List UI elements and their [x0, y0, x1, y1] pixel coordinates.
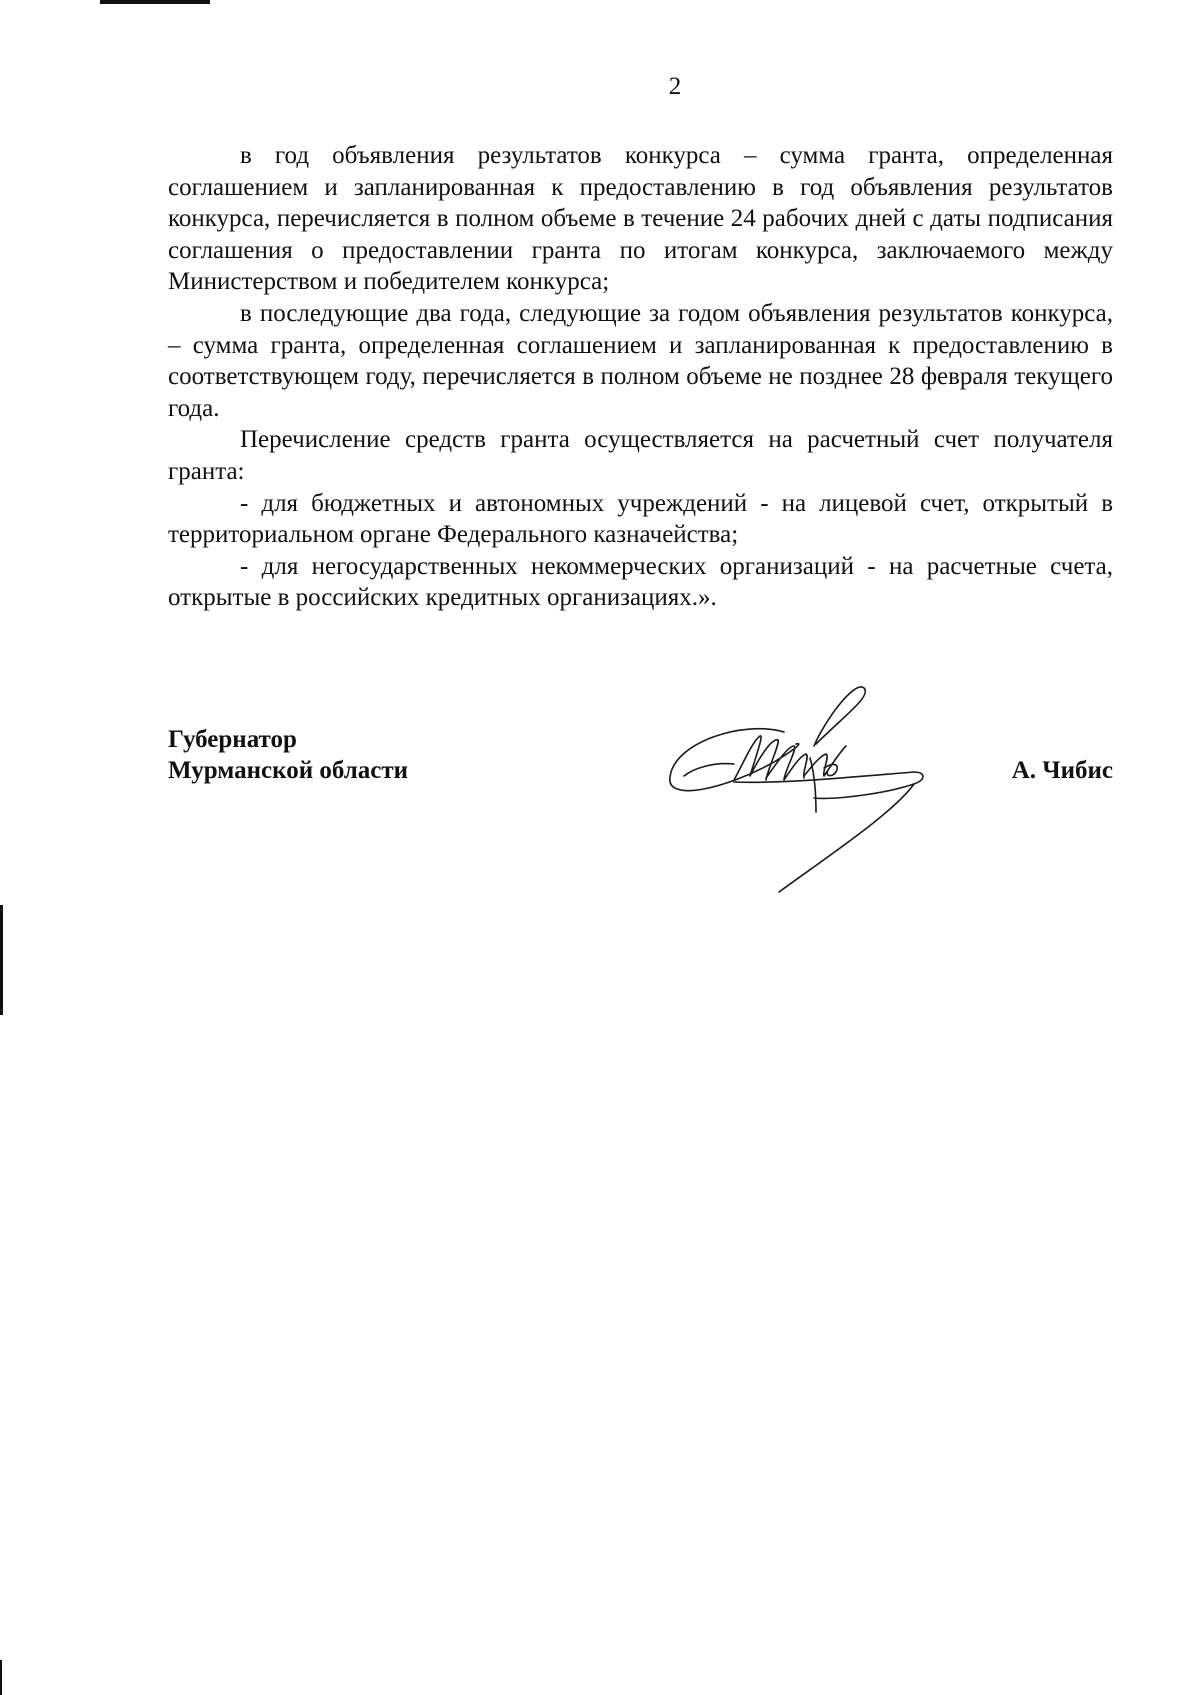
paragraph-1: в год объявления результатов конкурса – сумма гранта, определенная соглашением и запланированная к предоставлению в год объявления результатов конкурса, перечисляется в полном объеме в течение 24 рабочих дней с даты подписания соглашения о предоставлении гранта по итогам конкурса, заключаемого между Министерством и победителем конкурса;: [168, 142, 1113, 296]
paragraph-2: в последующие два года, следующие за годом объявления результатов конкурса, – сумма гранта, определенная соглашением и запланированная к предоставлению в соответствующем году, перечисляется в полном объеме не позднее 28 февраля текущего года.: [168, 299, 1113, 422]
signatory-title: [168, 724, 408, 786]
handwritten-signature: [664, 672, 944, 897]
paragraph-4: - для бюджетных и автономных учреждений - на лицевой счет, открытый в территориальном органе Федерального казначейства;: [168, 489, 1113, 549]
scan-artifact-top-left: [100, 0, 210, 4]
signatory-name: А. Чибис: [1011, 757, 1113, 784]
document-body: [168, 140, 1113, 614]
scan-artifact-left-edge: [0, 905, 3, 1015]
paragraph-5: - для негосударственных некоммерческих организаций - на расчетные счета, открытые в российских кредитных организациях.».: [168, 552, 1113, 612]
paragraph-3: Перечисление средств гранта осуществляется на расчетный счет получателя гранта:: [168, 426, 1113, 485]
signatory-title-line-1: Губернатор: [168, 726, 297, 753]
scan-artifact-bottom-left: [0, 1660, 2, 1695]
page-number: 2: [668, 73, 682, 100]
signatory-title-line-2: Мурманской области: [168, 757, 409, 784]
